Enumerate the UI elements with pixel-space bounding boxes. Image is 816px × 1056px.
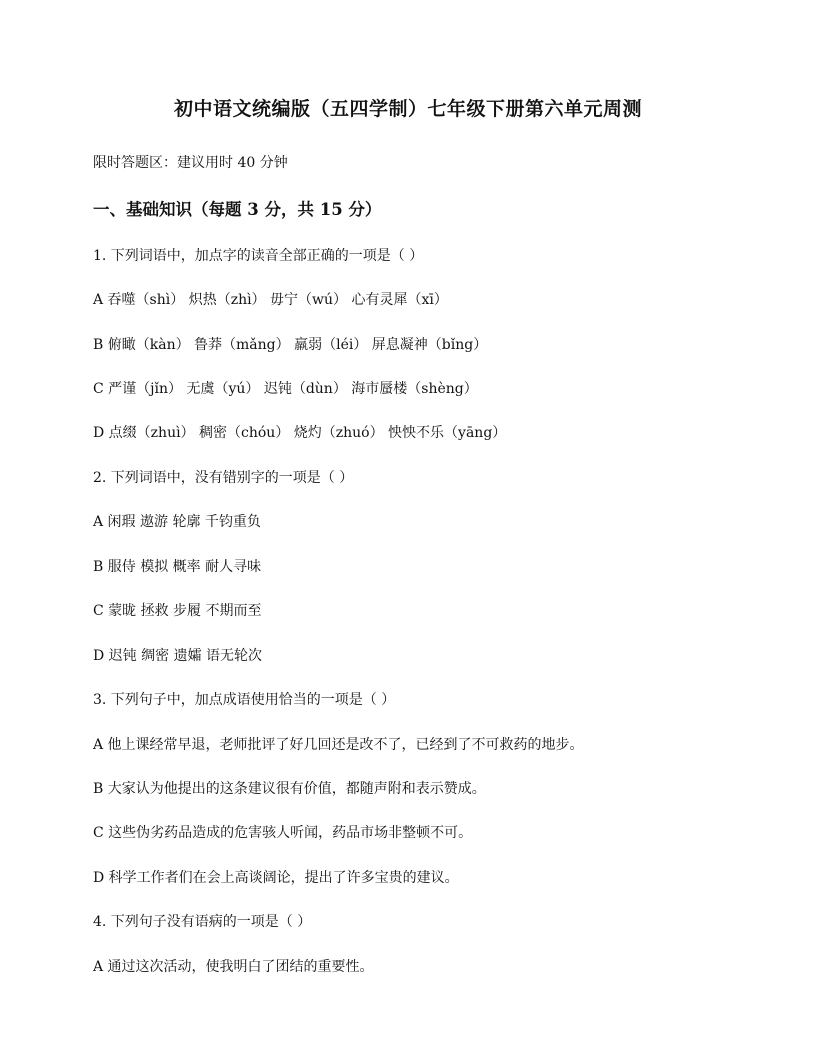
question-option: D 科学工作者们在会上高谈阔论，提出了许多宝贵的建议。 — [93, 870, 459, 886]
question-option: B 服侍 模拟 概率 耐人寻味 — [93, 559, 262, 575]
question-option: D 点缀（zhuì） 稠密（chóu） 烧灼（zhuó） 怏怏不乐（yāng） — [93, 425, 507, 441]
question-option: B 大家认为他提出的这条建议很有价值，都随声附和表示赞成。 — [93, 781, 486, 797]
time-note: 限时答题区：建议用时 40 分钟 — [93, 155, 288, 171]
question-option: D 迟钝 绸密 遗孀 语无轮次 — [93, 648, 263, 664]
question-stem: 2. 下列词语中，没有错别字的一项是（ ） — [93, 470, 354, 486]
question-option: C 严谨（jǐn） 无虞（yú） 迟钝（dùn） 海市蜃楼（shèng） — [93, 381, 478, 397]
document-title: 初中语文统编版（五四学制）七年级下册第六单元周测 — [173, 98, 642, 120]
question-option: C 蒙昽 拯救 步履 不期而至 — [93, 603, 262, 619]
section-heading: 一、基础知识（每题 3 分，共 15 分） — [93, 200, 382, 219]
question-option: A 通过这次活动，使我明白了团结的重要性。 — [93, 959, 374, 975]
question-option: A 他上课经常早退，老师批评了好几回还是改不了，已经到了不可救药的地步。 — [93, 737, 584, 753]
question-stem: 4. 下列句子没有语病的一项是（ ） — [93, 914, 312, 930]
question-stem: 1. 下列词语中，加点字的读音全部正确的一项是（ ） — [93, 248, 424, 264]
question-stem: 3. 下列句子中，加点成语使用恰当的一项是（ ） — [93, 692, 396, 708]
question-option: A 吞噬（shì） 炽热（zhì） 毋宁（wú） 心有灵犀（xī） — [93, 292, 448, 308]
question-option: C 这些伪劣药品造成的危害骇人听闻，药品市场非整顿不可。 — [93, 825, 473, 841]
question-option: A 闲瑕 遨游 轮廓 千钧重负 — [93, 514, 261, 530]
question-option: B 俯瞰（kàn） 鲁莽（mǎng） 羸弱（léi） 屏息凝神（bǐng） — [93, 337, 488, 353]
